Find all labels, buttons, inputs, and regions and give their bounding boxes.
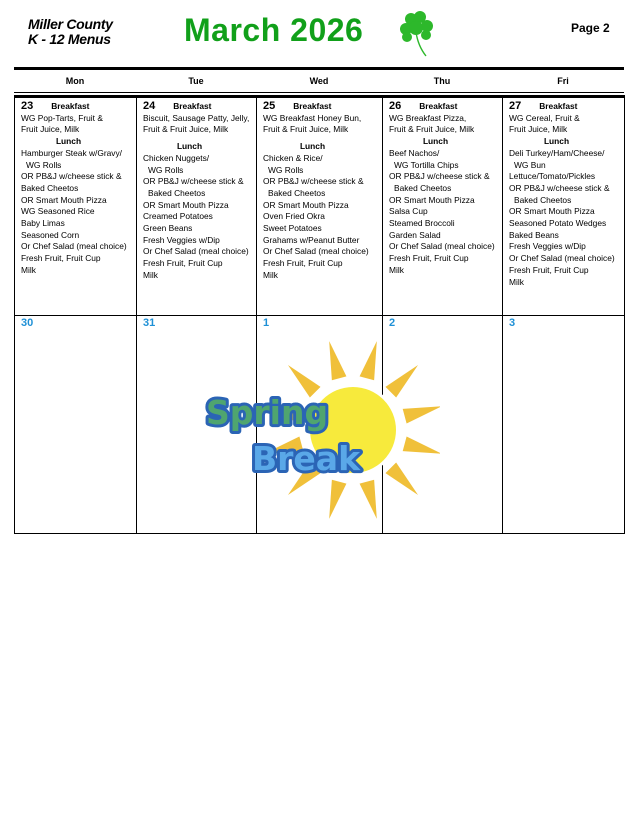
lunch-item: Milk <box>389 264 404 275</box>
break-text: Break <box>252 439 361 478</box>
breakfast-item: Fruit Juice, Milk <box>21 124 80 135</box>
sun-ray <box>329 341 346 380</box>
lunch-item: Fresh Fruit, Fruit Cup <box>389 253 469 264</box>
sun-ray <box>385 462 418 495</box>
lunch-item: Oven Fried Okra <box>263 211 325 222</box>
lunch-label: Lunch <box>55 136 82 147</box>
lunch-item: WG Bun <box>514 159 546 170</box>
menu-day-cell <box>15 97 137 316</box>
breakfast-label: Breakfast <box>293 101 332 111</box>
lunch-item: Chicken & Rice/ <box>263 152 323 163</box>
weekday-tue: Tue <box>188 76 204 86</box>
lunch-item: Fresh Fruit, Fruit Cup <box>143 258 223 269</box>
lunch-item: OR Smart Mouth Pizza <box>21 194 107 205</box>
lunch-item: Milk <box>509 276 524 287</box>
lunch-item: Baked Cheetos <box>268 187 326 198</box>
breakfast-item: Biscuit, Sausage Patty, Jelly, <box>143 112 250 123</box>
lunch-item: Milk <box>21 264 36 275</box>
lunch-item: Or Chef Salad (meal choice) <box>21 241 127 252</box>
lunch-item: WG Rolls <box>268 164 304 175</box>
sun-ray <box>360 341 377 380</box>
sun-ray <box>329 480 346 519</box>
lunch-item: Sweet Potatoes <box>263 223 322 234</box>
lunch-item: OR Smart Mouth Pizza <box>143 199 229 210</box>
district-name <box>28 17 113 47</box>
lunch-item: Fresh Veggies w/Dip <box>509 241 586 252</box>
spring-text: Spring <box>206 393 329 432</box>
lunch-item: Baked Beans <box>509 229 559 240</box>
lunch-item: Or Chef Salad (meal choice) <box>263 246 369 257</box>
breakfast-item: Fruit & Fruit Juice, Milk <box>143 124 229 135</box>
day-number: 24 <box>143 100 156 112</box>
lunch-item: Baby Limas <box>21 218 65 229</box>
lunch-item: Baked Cheetos <box>394 182 452 193</box>
menu-day-cell <box>137 97 257 316</box>
lunch-item: OR Smart Mouth Pizza <box>389 194 475 205</box>
lunch-item: WG Seasoned Rice <box>21 206 95 217</box>
menu-day-cell <box>383 97 503 316</box>
lunch-item: Milk <box>263 269 278 280</box>
weekday-fri: Fri <box>557 76 569 86</box>
menu-day-cell <box>257 97 383 316</box>
lunch-label: Lunch <box>422 136 449 147</box>
sun-ray <box>360 480 377 519</box>
lunch-item: Or Chef Salad (meal choice) <box>509 253 615 264</box>
weekday-wed: Wed <box>309 76 329 86</box>
day-number: 23 <box>21 100 34 112</box>
lunch-item: OR PB&J w/cheese stick & <box>21 171 122 182</box>
breakfast-item: WG Breakfast Honey Bun, <box>263 112 362 123</box>
breakfast-item: WG Breakfast Pizza, <box>389 112 467 123</box>
weekday-thu: Thu <box>433 76 451 86</box>
lunch-item: OR PB&J w/cheese stick & <box>263 176 364 187</box>
day-number: 27 <box>509 100 522 112</box>
lunch-item: Baked Cheetos <box>21 182 79 193</box>
day-header <box>21 101 136 113</box>
date-cell: 30 <box>15 316 137 534</box>
lunch-item: OR Smart Mouth Pizza <box>263 199 349 210</box>
lunch-label: Lunch <box>299 141 326 152</box>
breakfast-item: WG Pop-Tarts, Fruit & <box>21 112 103 123</box>
breakfast-label: Breakfast <box>419 101 458 111</box>
day-header <box>509 101 624 113</box>
lunch-item: Baked Cheetos <box>514 194 572 205</box>
header-rule <box>14 67 624 70</box>
lunch-item: Lettuce/Tomato/Pickles <box>509 171 596 182</box>
weekday-mon: Mon <box>65 76 85 86</box>
day-number: 25 <box>263 100 276 112</box>
lunch-item: Milk <box>143 269 158 280</box>
day-header <box>143 101 256 113</box>
county-line2: K - 12 Menus <box>28 31 111 47</box>
breakfast-label: Breakfast <box>539 101 578 111</box>
lunch-label: Lunch <box>543 136 570 147</box>
date-cell: 1 <box>257 316 383 534</box>
lunch-item: Salsa Cup <box>389 206 428 217</box>
lunch-item: Steamed Broccoli <box>389 218 455 229</box>
lunch-item: Green Beans <box>143 223 193 234</box>
sun-ray <box>403 437 440 454</box>
lunch-item: WG Tortilla Chips <box>394 159 459 170</box>
lunch-item: Fresh Fruit, Fruit Cup <box>509 264 589 275</box>
shamrock-icon <box>398 10 436 58</box>
page-title: March 2026 <box>184 12 364 48</box>
county-line1: Miller County <box>28 16 113 32</box>
date-cell: 2 <box>383 316 503 534</box>
day-number: 26 <box>389 100 402 112</box>
lunch-item: OR PB&J w/cheese stick & <box>143 176 244 187</box>
lunch-item: OR PB&J w/cheese stick & <box>509 182 610 193</box>
lunch-item: Deli Turkey/Ham/Cheese/ <box>509 147 605 158</box>
lunch-item: Seasoned Potato Wedges <box>509 218 607 229</box>
day-header <box>263 101 382 113</box>
breakfast-item: Fruit Juice, Milk <box>509 124 568 135</box>
breakfast-label: Breakfast <box>51 101 90 111</box>
lunch-item: Grahams w/Peanut Butter <box>263 234 360 245</box>
breakfast-item: WG Cereal, Fruit & <box>509 112 580 123</box>
lunch-item: WG Rolls <box>26 159 62 170</box>
lunch-item: Baked Cheetos <box>148 187 206 198</box>
date-cell: 3 <box>503 316 625 534</box>
breakfast-item: Fruit & Fruit Juice, Milk <box>389 124 475 135</box>
breakfast-item: Fruit & Fruit Juice, Milk <box>263 124 349 135</box>
spring-break-graphic <box>200 340 440 525</box>
lunch-item: Seasoned Corn <box>21 229 80 240</box>
date-cell: 31 <box>137 316 257 534</box>
lunch-item: Chicken Nuggets/ <box>143 152 210 163</box>
sun-ray <box>385 365 418 398</box>
lunch-item: Fresh Fruit, Fruit Cup <box>21 253 101 264</box>
lunch-item: Hamburger Steak w/Gravy/ <box>21 147 122 158</box>
lunch-item: Garden Salad <box>389 229 441 240</box>
page-number: Page 2 <box>571 21 610 35</box>
lunch-item: Or Chef Salad (meal choice) <box>143 246 249 257</box>
sun-ray <box>403 406 440 423</box>
lunch-label: Lunch <box>176 141 203 152</box>
weekday-rule <box>14 92 624 93</box>
lunch-item: OR Smart Mouth Pizza <box>509 206 595 217</box>
lunch-item: Fresh Fruit, Fruit Cup <box>263 258 343 269</box>
lunch-item: WG Rolls <box>148 164 184 175</box>
menu-day-cell <box>503 97 625 316</box>
lunch-item: Beef Nachos/ <box>389 147 440 158</box>
lunch-item: OR PB&J w/cheese stick & <box>389 171 490 182</box>
lunch-item: Or Chef Salad (meal choice) <box>389 241 495 252</box>
lunch-item: Creamed Potatoes <box>143 211 213 222</box>
day-header <box>389 101 502 113</box>
lunch-item: Fresh Veggies w/Dip <box>143 234 220 245</box>
breakfast-label: Breakfast <box>173 101 212 111</box>
